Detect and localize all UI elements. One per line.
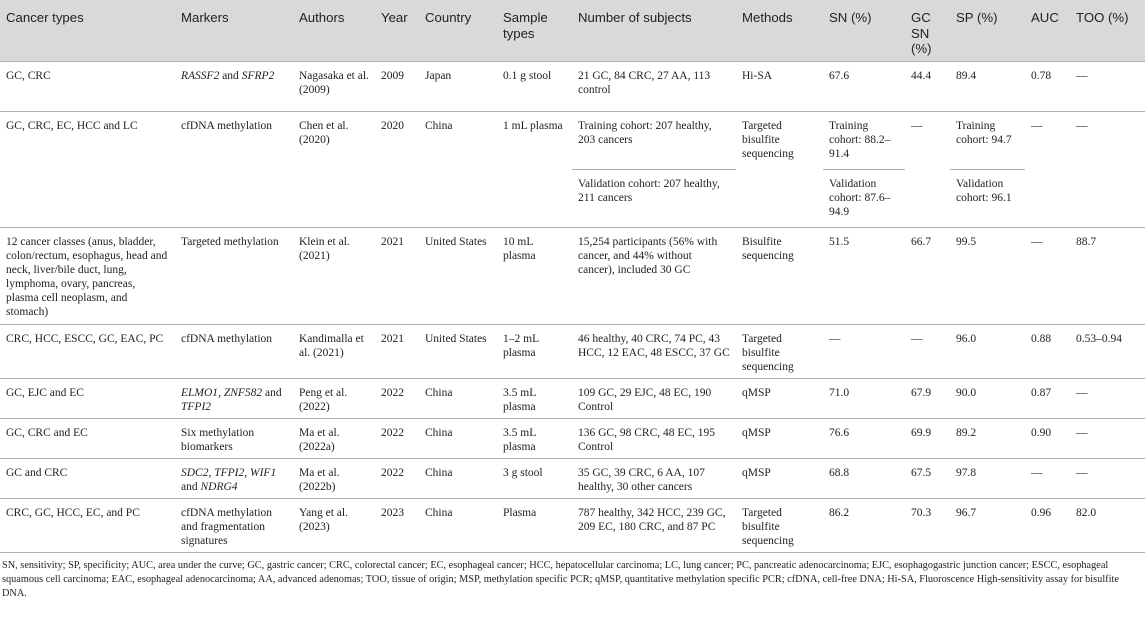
cell-country: United States — [419, 324, 497, 378]
header-country: Country — [419, 0, 497, 61]
cell-authors: Ma et al. (2022b) — [293, 458, 375, 498]
cell-subjects: 787 healthy, 342 HCC, 239 GC, 209 EC, 180 CRC, and 87 PC — [572, 498, 736, 552]
cell-auc: 0.90 — [1025, 418, 1070, 458]
cell-cancer: 12 cancer classes (anus, bladder, colon/rectum, esophagus, head and neck, liver/bile duct, lung, lymphoma, ovary, pancreas, plasma cell neoplasm, and stomach) — [0, 227, 175, 324]
cell-country: United States — [419, 227, 497, 324]
cell-authors: Peng et al. (2022) — [293, 378, 375, 418]
cell-methods: qMSP — [736, 378, 823, 418]
cell-sample: 10 mL plasma — [497, 227, 572, 324]
cell-year: 2021 — [375, 324, 419, 378]
cell-year: 2009 — [375, 61, 419, 111]
header-year: Year — [375, 0, 419, 61]
cell-auc: 0.88 — [1025, 324, 1070, 378]
cell-subjects: 46 healthy, 40 CRC, 74 PC, 43 HCC, 12 EAC, 48 ESCC, 37 GC — [572, 324, 736, 378]
cell-sn: 71.0 — [823, 378, 905, 418]
cell-country: China — [419, 498, 497, 552]
cell-auc: 0.78 — [1025, 61, 1070, 111]
header-authors: Authors — [293, 0, 375, 61]
cell-subjects: Validation cohort: 207 healthy, 211 cancers — [572, 169, 736, 227]
table-row — [0, 458, 1145, 498]
cell-authors: Klein et al. (2021) — [293, 227, 375, 324]
cell-methods: Targeted bisulfite sequencing — [736, 324, 823, 378]
cell-too: — — [1070, 61, 1145, 111]
header-row — [0, 0, 1145, 61]
cell-sample: 1–2 mL plasma — [497, 324, 572, 378]
table-row — [0, 378, 1145, 418]
cell-sp: 89.2 — [950, 418, 1025, 458]
header-too: TOO (%) — [1070, 0, 1145, 61]
cell-authors: Chen et al. (2020) — [293, 111, 375, 227]
marker-sep: , — [218, 386, 224, 399]
cell-sn: 51.5 — [823, 227, 905, 324]
cell-too: 0.53–0.94 — [1070, 324, 1145, 378]
cell-sn: 67.6 — [823, 61, 905, 111]
header-gc-sn: GC SN (%) — [905, 0, 950, 61]
marker-gene: SDC2 — [181, 466, 209, 479]
cell-country: China — [419, 111, 497, 227]
marker-sep: and — [181, 480, 201, 493]
cell-sp: 89.4 — [950, 61, 1025, 111]
marker-gene: ELMO1 — [181, 386, 219, 399]
cell-markers: Targeted methylation — [175, 227, 293, 324]
cell-too: — — [1070, 458, 1145, 498]
marker-gene: WIF1 — [250, 466, 277, 479]
cell-sp: 96.0 — [950, 324, 1025, 378]
cell-auc: — — [1025, 227, 1070, 324]
cell-markers — [175, 378, 293, 418]
cell-year: 2022 — [375, 378, 419, 418]
cell-cancer: GC, CRC — [0, 61, 175, 111]
cell-subjects: 136 GC, 98 CRC, 48 EC, 195 Control — [572, 418, 736, 458]
cell-sp: 96.7 — [950, 498, 1025, 552]
cell-cancer: GC, CRC and EC — [0, 418, 175, 458]
cell-year: 2022 — [375, 458, 419, 498]
table-row — [0, 324, 1145, 378]
cell-sp: 97.8 — [950, 458, 1025, 498]
cell-sample: 3.5 mL plasma — [497, 418, 572, 458]
cell-methods: Targeted bisulfite sequencing — [736, 111, 823, 227]
cell-cancer: CRC, HCC, ESCC, GC, EAC, PC — [0, 324, 175, 378]
cell-cancer: CRC, GC, HCC, EC, and PC — [0, 498, 175, 552]
cell-country: China — [419, 458, 497, 498]
cell-methods: Targeted bisulfite sequencing — [736, 498, 823, 552]
cell-country: China — [419, 418, 497, 458]
cell-too: 88.7 — [1070, 227, 1145, 324]
header-cancer-types: Cancer types — [0, 0, 175, 61]
header-sample-types: Sample types — [497, 0, 572, 61]
cell-gc-sn: 66.7 — [905, 227, 950, 324]
cell-markers — [175, 61, 293, 111]
cell-auc: — — [1025, 458, 1070, 498]
cell-methods: qMSP — [736, 458, 823, 498]
cell-sp: 90.0 — [950, 378, 1025, 418]
cell-sn: 86.2 — [823, 498, 905, 552]
table-row — [0, 61, 1145, 111]
table-row — [0, 227, 1145, 324]
cell-country: Japan — [419, 61, 497, 111]
cell-sp: 99.5 — [950, 227, 1025, 324]
marker-sep: , — [244, 466, 251, 479]
table-row — [0, 111, 1145, 169]
cell-gc-sn: 70.3 — [905, 498, 950, 552]
cell-sample: 3 g stool — [497, 458, 572, 498]
cell-markers: Six methylation biomarkers — [175, 418, 293, 458]
marker-gene: SFRP2 — [241, 69, 275, 82]
marker-gene: TFPI2 — [181, 400, 212, 413]
cell-sn: 76.6 — [823, 418, 905, 458]
marker-sep: and — [219, 69, 242, 82]
cell-subjects: 109 GC, 29 EJC, 48 EC, 190 Control — [572, 378, 736, 418]
cell-markers: cfDNA methylation — [175, 324, 293, 378]
cell-methods: Hi-SA — [736, 61, 823, 111]
cell-gc-sn: 67.9 — [905, 378, 950, 418]
table-row — [0, 418, 1145, 458]
cell-too: — — [1070, 378, 1145, 418]
header-sn: SN (%) — [823, 0, 905, 61]
cell-sn: Validation cohort: 87.6–94.9 — [823, 169, 905, 227]
cell-cancer: GC and CRC — [0, 458, 175, 498]
table-row — [0, 498, 1145, 552]
cell-cancer: GC, CRC, EC, HCC and LC — [0, 111, 175, 227]
marker-sep: , — [208, 466, 215, 479]
cell-sample: 1 mL plasma — [497, 111, 572, 227]
cell-too: — — [1070, 111, 1145, 227]
header-auc: AUC — [1025, 0, 1070, 61]
cell-country: China — [419, 378, 497, 418]
cell-subjects: 35 GC, 39 CRC, 6 AA, 107 healthy, 30 other cancers — [572, 458, 736, 498]
cell-auc: 0.87 — [1025, 378, 1070, 418]
table-footnote: SN, sensitivity; SP, specificity; AUC, area under the curve; GC, gastric cancer; CRC, colorectal cancer; EC, esophageal cancer; HCC, hepatocellular carcinoma; LC, lung cancer; PC, pancreatic adenocarcinoma; EJC, esophagogastric junction cancer; ESCC, esophageal squamous cell carcinoma; EAC, esophageal adenocarcinoma; AA, advanced adenomas; TOO, tissue of origin; MSP, methylation specific PCR; qMSP, quantitative methylation specific PCR; cfDNA, cell-free DNA; Hi-SA, Fluoroscence High-sensitivity assay for bisulfite DNA. — [2, 559, 1119, 599]
cell-auc: 0.96 — [1025, 498, 1070, 552]
cell-sample: 0.1 g stool — [497, 61, 572, 111]
header-sp: SP (%) — [950, 0, 1025, 61]
marker-gene: TFPI2 — [214, 466, 245, 479]
cell-sn: — — [823, 324, 905, 378]
cell-year: 2023 — [375, 498, 419, 552]
cell-gc-sn: — — [905, 324, 950, 378]
cell-authors: Kandimalla et al. (2021) — [293, 324, 375, 378]
cell-sp: Validation cohort: 96.1 — [950, 169, 1025, 227]
header-methods: Methods — [736, 0, 823, 61]
cell-subjects: Training cohort: 207 healthy, 203 cancers — [572, 111, 736, 169]
cell-methods: Bisulfite sequencing — [736, 227, 823, 324]
cell-markers: cfDNA methylation — [175, 111, 293, 227]
cell-gc-sn: 67.5 — [905, 458, 950, 498]
cell-gc-sn: 44.4 — [905, 61, 950, 111]
header-number-of-subjects: Number of subjects — [572, 0, 736, 61]
cell-gc-sn: 69.9 — [905, 418, 950, 458]
cell-year: 2020 — [375, 111, 419, 227]
marker-sep: and — [262, 386, 282, 399]
cell-sample: 3.5 mL plasma — [497, 378, 572, 418]
cell-authors: Yang et al. (2023) — [293, 498, 375, 552]
cell-subjects: 21 GC, 84 CRC, 27 AA, 113 control — [572, 61, 736, 111]
cell-gc-sn: — — [905, 111, 950, 227]
cell-markers — [175, 458, 293, 498]
cell-subjects: 15,254 participants (56% with cancer, and 44% without cancer), included 30 GC — [572, 227, 736, 324]
cell-year: 2021 — [375, 227, 419, 324]
cell-markers: cfDNA methylation and fragmentation signatures — [175, 498, 293, 552]
cell-sp: Training cohort: 94.7 — [950, 111, 1025, 169]
cell-methods: qMSP — [736, 418, 823, 458]
marker-gene: NDRG4 — [200, 480, 238, 493]
cell-auc: — — [1025, 111, 1070, 227]
cell-cancer: GC, EJC and EC — [0, 378, 175, 418]
cell-sn: 68.8 — [823, 458, 905, 498]
cell-too: 82.0 — [1070, 498, 1145, 552]
cell-sample: Plasma — [497, 498, 572, 552]
header-markers: Markers — [175, 0, 293, 61]
cell-authors: Ma et al. (2022a) — [293, 418, 375, 458]
marker-gene: RASSF2 — [181, 69, 220, 82]
cell-too: — — [1070, 418, 1145, 458]
cell-year: 2022 — [375, 418, 419, 458]
cell-sn: Training cohort: 88.2–91.4 — [823, 111, 905, 169]
cell-authors: Nagasaka et al. (2009) — [293, 61, 375, 111]
marker-gene: ZNF582 — [223, 386, 263, 399]
